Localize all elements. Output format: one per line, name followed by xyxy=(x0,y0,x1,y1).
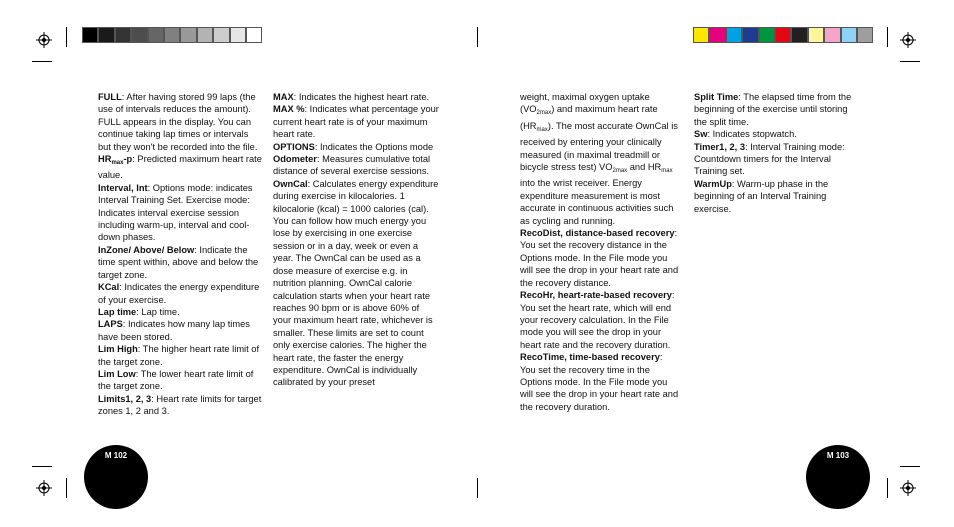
ownCal-continuation xyxy=(520,91,680,227)
glossary-definition: : The lower heart rate limit of the target zone. xyxy=(98,368,254,392)
glossary-definition: : Indicate the time spent within, above and below the target zone. xyxy=(98,244,259,280)
text-run: ) and maximum heart rate (HR xyxy=(520,104,658,131)
glossary-term: Sw xyxy=(694,129,708,140)
registration-mark-icon xyxy=(900,480,916,496)
glossary-entry xyxy=(520,351,680,413)
crop-mark xyxy=(900,466,920,467)
color-swatch xyxy=(197,27,213,43)
color-swatch xyxy=(709,27,725,43)
glossary-term: LAPS xyxy=(98,319,123,330)
glossary-entry xyxy=(694,141,854,178)
glossary-term: OPTIONS xyxy=(273,141,315,152)
glossary-entry xyxy=(273,91,439,103)
color-swatch xyxy=(857,27,873,43)
color-swatch xyxy=(742,27,758,43)
glossary-definition: : You set the heart rate, which will end your recovery calculation. In the File mode you will see the drop in your heart rate and the recovery duration. xyxy=(520,290,675,350)
glossary-term xyxy=(98,154,133,167)
grayscale-color-bar xyxy=(82,27,262,45)
glossary-definition: : Indicates what percentage your current heart rate is of your maximum heart rate. xyxy=(273,104,439,140)
center-fold-mark xyxy=(477,27,478,47)
subscript: max xyxy=(536,126,548,133)
glossary-entry xyxy=(98,318,263,343)
registration-mark-icon xyxy=(900,32,916,48)
glossary-term: KCal xyxy=(98,282,120,293)
color-swatch xyxy=(791,27,807,43)
glossary-definition: : Warm-up phase in the beginning of an Interval Training exercise. xyxy=(694,178,829,214)
glossary-column-1 xyxy=(98,91,263,418)
glossary-entry xyxy=(98,244,263,281)
glossary-term: WarmUp xyxy=(694,178,732,189)
glossary-definition: : Options mode: indicates Interval Training Set. Exercise mode: Indicates interval exercise session including warm-up, interval and cool-down phases. xyxy=(98,182,253,243)
color-swatch xyxy=(759,27,775,43)
glossary-entry xyxy=(98,343,263,368)
color-swatch xyxy=(82,27,98,43)
color-swatch xyxy=(841,27,857,43)
center-fold-mark xyxy=(477,478,478,498)
glossary-term: Lim High xyxy=(98,344,138,355)
glossary-term: RecoDist, distance-based recovery xyxy=(520,228,675,239)
term-part: HR xyxy=(98,154,112,165)
page-number: M 103 xyxy=(826,451,850,460)
glossary-term: Interval, Int xyxy=(98,182,148,193)
glossary-term: MAX % xyxy=(273,104,305,115)
color-swatch xyxy=(693,27,709,43)
glossary-entry xyxy=(98,182,263,244)
subscript: max xyxy=(661,168,673,175)
glossary-definition: : Lap time. xyxy=(136,306,180,317)
text-run: and HR xyxy=(627,162,662,173)
glossary-entry xyxy=(98,153,263,182)
glossary-entry xyxy=(98,306,263,318)
glossary-definition: : Calculates energy expenditure during exercise in kilocalories. 1 kilocalorie (kcal) = 1000 calories (cal). You can follow how much energy you lose by exercising in one exercise session or in a day, week or even a year. The OwnCal can be used as a dose measure of exercise e.g. in nutrition planning. OwnCal calorie calculation starts when your heart rate reaches 90 bpm or is above 60% of your maximum heart rate, whichever is smaller. These limits are set to count only exercise calories. The higher the heart rate, the faster the energy expenditure. OwnCal is individually calibrated by your preset xyxy=(273,178,439,388)
color-swatch xyxy=(98,27,114,43)
glossary-term: Lim Low xyxy=(98,368,136,379)
color-swatch xyxy=(213,27,229,43)
color-swatch xyxy=(148,27,164,43)
subscript: 2max xyxy=(536,110,552,117)
glossary-column-3 xyxy=(520,91,680,413)
glossary-definition: : The higher heart rate limit of the target zone. xyxy=(98,344,260,367)
crop-mark xyxy=(66,27,67,47)
glossary-entry xyxy=(520,227,680,289)
glossary-term: InZone/ Above/ Below xyxy=(98,244,195,255)
subscript: 2max xyxy=(612,168,628,175)
glossary-term: Lap time xyxy=(98,306,137,317)
glossary-term: MAX xyxy=(273,92,294,102)
crop-mark xyxy=(900,61,920,62)
glossary-term: RecoTime, time-based recovery xyxy=(520,352,660,363)
glossary-column-4 xyxy=(694,91,854,215)
page-number-badge-left xyxy=(84,445,148,509)
color-swatch xyxy=(164,27,180,43)
text-run: weight, maximal oxygen uptake (VO xyxy=(520,92,650,115)
glossary-definition: : Interval Training mode: Countdown timers for the Interval Training set. xyxy=(694,141,845,177)
glossary-definition: : Indicates how many lap times have been stored. xyxy=(98,319,250,342)
glossary-entry xyxy=(273,153,439,178)
glossary-entry xyxy=(273,178,439,389)
text-run: into the wrist receiver. Energy expenditure measurement is most accurate in continuous activities such as cycling and running. xyxy=(520,178,674,226)
glossary-term: Split Time xyxy=(694,92,739,102)
glossary-entry xyxy=(98,281,263,306)
glossary-definition: : Indicates the Options mode xyxy=(314,141,434,152)
color-swatch xyxy=(131,27,147,43)
text-run: ). The most accurate OwnCal is received by entering your clinically measured (in maximal treadmill or bicycle stress test) VO xyxy=(520,120,678,173)
color-swatch xyxy=(230,27,246,43)
glossary-entry xyxy=(98,393,263,418)
color-swatch xyxy=(180,27,196,43)
color-swatch xyxy=(246,27,262,43)
glossary-term: Timer1, 2, 3 xyxy=(694,141,745,152)
crop-mark xyxy=(32,466,52,467)
glossary-definition: : Heart rate limits for target zones 1, 2 and 3. xyxy=(98,393,262,417)
glossary-term: Odometer xyxy=(273,154,317,165)
crop-mark xyxy=(887,478,888,498)
glossary-definition: : Measures cumulative total distance of several exercise sessions. xyxy=(273,154,431,177)
term-subscript: max xyxy=(111,160,124,167)
glossary-term: OwnCal xyxy=(273,178,308,189)
glossary-term: FULL xyxy=(98,92,122,102)
glossary-entry xyxy=(273,103,439,140)
glossary-definition: : Indicates the highest heart rate. xyxy=(293,92,430,102)
crop-mark xyxy=(66,478,67,498)
glossary-entry xyxy=(273,141,439,153)
term-part: -p xyxy=(123,154,133,165)
glossary-column-2 xyxy=(273,91,439,389)
glossary-entry xyxy=(98,368,263,393)
glossary-definition: : You set the recovery distance in the Options mode. In the File mode you will see the drop in your heart rate and the recovery distance. xyxy=(520,228,679,288)
glossary-definition: : The elapsed time from the beginning of the exercise until storing the split time. xyxy=(694,92,852,127)
glossary-definition: : Indicates the energy expenditure of your exercise. xyxy=(98,282,260,305)
glossary-definition: : Predicted maximum heart rate value. xyxy=(98,154,262,181)
glossary-term: RecoHr, heart-rate-based recovery xyxy=(520,290,672,301)
glossary-definition: : Indicates stopwatch. xyxy=(707,129,797,140)
glossary-entry xyxy=(694,91,854,128)
page-number: M 102 xyxy=(104,451,128,460)
color-swatch xyxy=(726,27,742,43)
glossary-entry xyxy=(98,91,263,153)
process-color-bar xyxy=(693,27,873,45)
crop-mark xyxy=(32,61,52,62)
color-swatch xyxy=(808,27,824,43)
color-swatch xyxy=(824,27,840,43)
page-number-badge-right xyxy=(806,445,870,509)
glossary-term: Limits1, 2, 3 xyxy=(98,393,152,404)
color-swatch xyxy=(115,27,131,43)
color-swatch xyxy=(775,27,791,43)
glossary-definition: : After having stored 99 laps (the use of intervals reduces the amount). FULL appears in the display. You can continue taking lap times or intervals but they won't be recorded into the file. xyxy=(98,92,258,152)
crop-mark xyxy=(887,27,888,47)
glossary-entry xyxy=(694,128,854,140)
registration-mark-icon xyxy=(36,32,52,48)
glossary-entry xyxy=(694,178,854,215)
glossary-definition: : You set the recovery time in the Options mode. In the File mode you will see the drop in your heart rate and the recovery duration. xyxy=(520,352,679,412)
registration-mark-icon xyxy=(36,480,52,496)
glossary-entry xyxy=(520,289,680,351)
